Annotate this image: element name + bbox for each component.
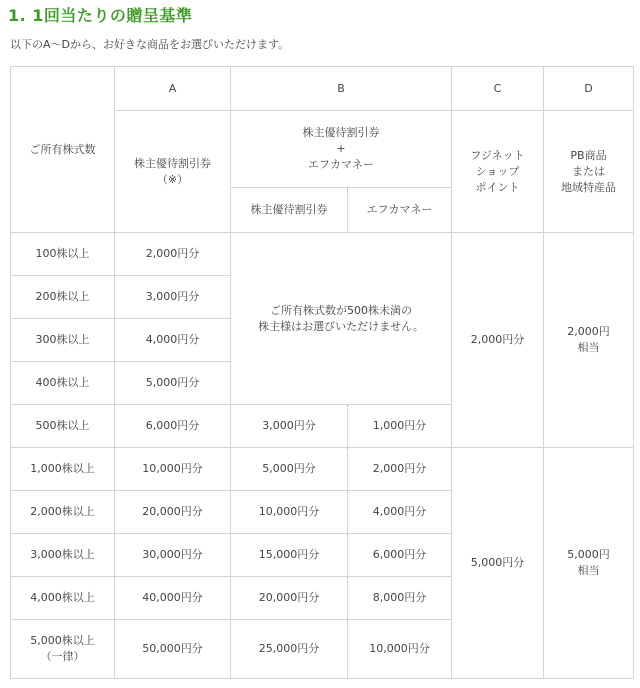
shares-column-header: ご所有株式数 [11,67,115,233]
a-value-cell: 4,000円分 [115,319,231,362]
b-money-value-cell: 1,000円分 [348,405,452,448]
col-b-title-line2: + [336,142,346,155]
b-coupon-value-cell: 5,000円分 [231,448,348,491]
table-row [11,233,634,276]
col-a-title-line2: （※） [156,172,189,186]
shares-cell [11,620,115,679]
a-value-cell: 6,000円分 [115,405,231,448]
col-b-sub-money: エフカマネー [348,188,452,233]
shares-cell: 1,000株以上 [11,448,115,491]
a-value-cell: 50,000円分 [115,620,231,679]
shares-cell: 4,000株以上 [11,577,115,620]
shares-cell: 100株以上 [11,233,115,276]
col-d-title-line2: または [572,164,606,178]
d-value-group2 [544,448,634,679]
header-row-letters [11,67,634,111]
b-coupon-value-cell: 20,000円分 [231,577,348,620]
c-value-group2: 5,000円分 [452,448,544,679]
shares-cell: 500株以上 [11,405,115,448]
col-d-title-line1: PB商品 [570,148,607,162]
a-value-cell: 5,000円分 [115,362,231,405]
col-d-title-line3: 地域特産品 [561,180,617,194]
intro-text: 以下のA～Dから、お好きな商品をお選びいただけます。 [10,38,290,51]
d-value-group1-line1: 2,000円 [567,325,610,338]
b-unavailable-line1: ご所有株式数が500株未満の [270,303,412,317]
b-money-value-cell: 10,000円分 [348,620,452,679]
col-d-letter: D [544,67,634,111]
col-b-title [231,111,452,188]
b-coupon-value-cell: 15,000円分 [231,534,348,577]
shares-cell: 200株以上 [11,276,115,319]
shares-cell: 3,000株以上 [11,534,115,577]
b-unavailable-line2: 株主様はお選びいただけません。 [258,319,424,333]
col-a-letter: A [115,67,231,111]
a-value-cell: 2,000円分 [115,233,231,276]
col-b-letter: B [231,67,452,111]
d-value-group1-line2: 相当 [577,341,600,354]
col-b-title-line3: エフカマネー [308,158,374,171]
col-a-title [115,111,231,233]
col-c-title-line3: ポイント [475,180,520,194]
shares-cell: 2,000株以上 [11,491,115,534]
a-value-cell: 10,000円分 [115,448,231,491]
a-value-cell: 30,000円分 [115,534,231,577]
col-c-letter: C [452,67,544,111]
b-coupon-value-cell: 10,000円分 [231,491,348,534]
shares-cell-line2: （一律） [40,650,85,663]
col-c-title-line2: ショップ [475,164,520,178]
a-value-cell: 20,000円分 [115,491,231,534]
col-c-title [452,111,544,233]
b-coupon-value-cell: 3,000円分 [231,405,348,448]
b-unavailable-note [231,233,452,405]
col-b-sub-coupon: 株主優待割引券 [231,188,348,233]
table-row [11,448,634,491]
d-value-group1 [544,233,634,448]
col-c-title-line1: フジネット [470,148,525,162]
shares-cell: 400株以上 [11,362,115,405]
b-money-value-cell: 8,000円分 [348,577,452,620]
b-money-value-cell: 4,000円分 [348,491,452,534]
b-money-value-cell: 2,000円分 [348,448,452,491]
a-value-cell: 3,000円分 [115,276,231,319]
b-coupon-value-cell: 25,000円分 [231,620,348,679]
d-value-group2-line1: 5,000円 [567,548,610,561]
col-a-title-line1: 株主優待割引券 [134,156,211,170]
shares-cell: 300株以上 [11,319,115,362]
a-value-cell: 40,000円分 [115,577,231,620]
c-value-group1: 2,000円分 [452,233,544,448]
col-d-title [544,111,634,233]
d-value-group2-line2: 相当 [577,564,600,577]
benefits-table [10,66,634,679]
section-heading: 1. 1回当たりの贈呈基準 [8,6,193,25]
shares-cell-line1: 5,000株以上 [30,634,95,647]
b-money-value-cell: 6,000円分 [348,534,452,577]
col-b-title-line1: 株主優待割引券 [302,126,380,139]
